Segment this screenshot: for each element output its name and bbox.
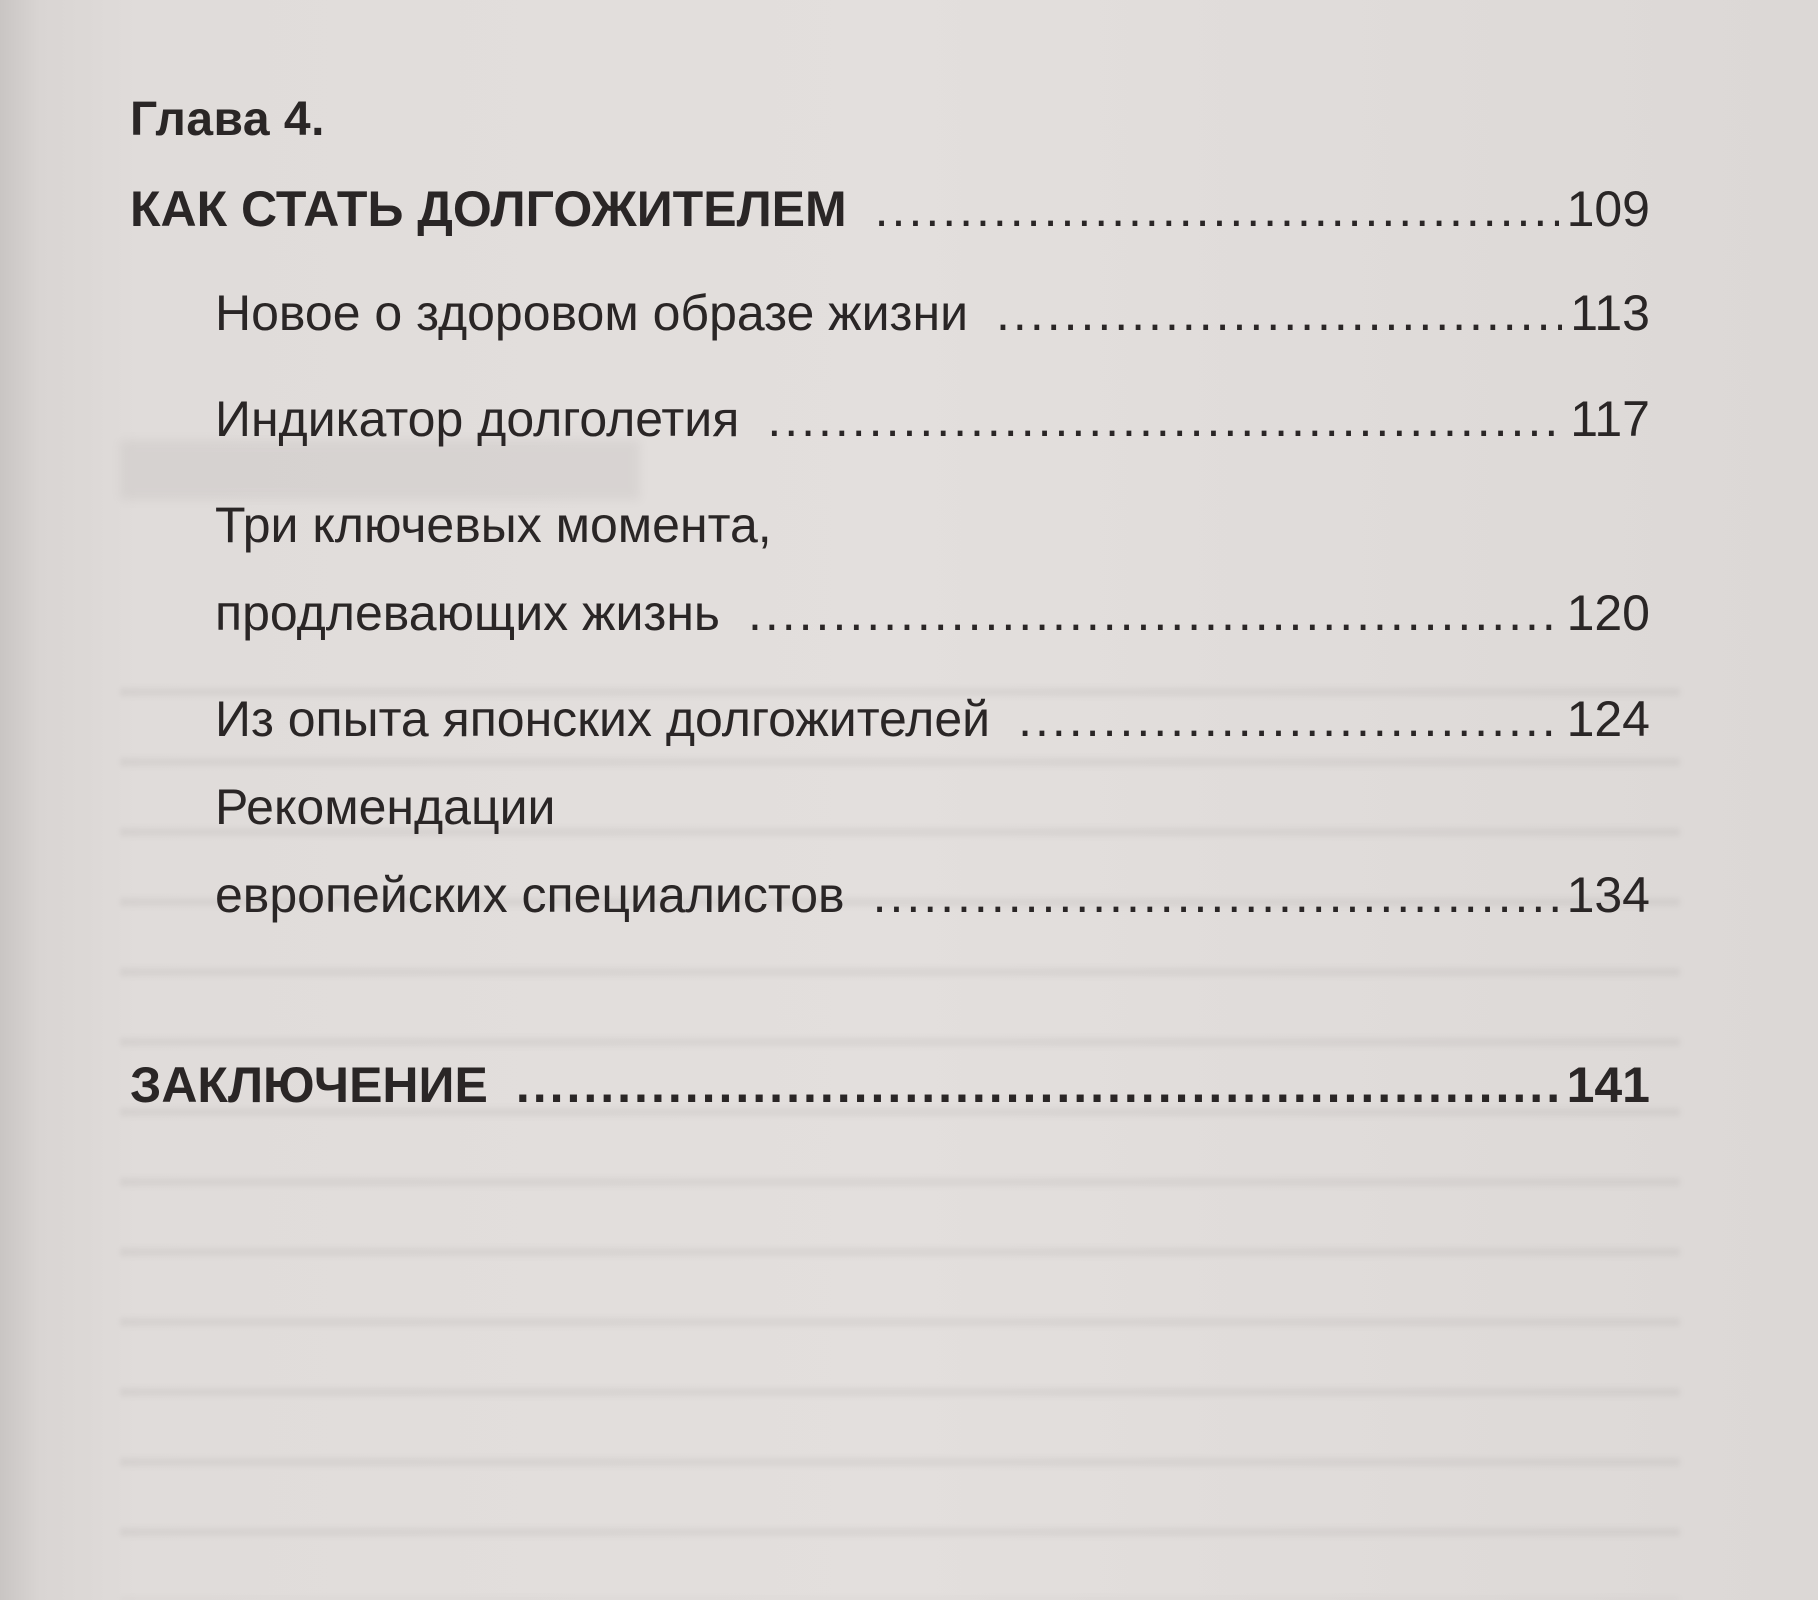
page-number: 113 (1570, 285, 1650, 341)
entry-title-line: продлевающих жизнь (215, 585, 720, 641)
dot-leader (516, 1050, 1559, 1120)
conclusion-title: ЗАКЛЮЧЕНИЕ (130, 1057, 488, 1113)
entry-title: Новое о здоровом образе жизни (215, 285, 969, 341)
toc-entry-conclusion (130, 1050, 1650, 1120)
page-number: 117 (1570, 391, 1650, 447)
chapter-title: КАК СТАТЬ ДОЛГОЖИТЕЛЕМ (130, 181, 847, 237)
dot-leader (873, 860, 1559, 930)
toc-entry-chapter (130, 174, 1650, 244)
entry-title-line: Рекомендации (215, 779, 556, 835)
page-number: 134 (1566, 867, 1650, 923)
entry-title-line: Три ключевых момента, (215, 497, 772, 553)
dot-leader (767, 384, 1562, 454)
page-number: 141 (1566, 1057, 1650, 1113)
entry-title-line: европейских специалистов (215, 867, 845, 923)
dot-leader (1018, 684, 1558, 754)
table-of-contents (130, 88, 1650, 1120)
toc-entry (130, 384, 1650, 454)
entry-title: Индикатор долголетия (215, 391, 740, 447)
chapter-label: Глава 4. (130, 93, 325, 146)
entry-title: Из опыта японских долгожителей (215, 691, 991, 747)
toc-entry (130, 860, 1650, 930)
toc-entry (130, 578, 1650, 648)
dot-leader (748, 578, 1559, 648)
page-number: 120 (1566, 585, 1650, 641)
dot-leader (996, 278, 1562, 348)
page-number: 124 (1566, 691, 1650, 747)
dot-leader (875, 174, 1559, 244)
toc-entry (130, 278, 1650, 348)
page-number: 109 (1566, 181, 1650, 237)
toc-entry (130, 684, 1650, 754)
